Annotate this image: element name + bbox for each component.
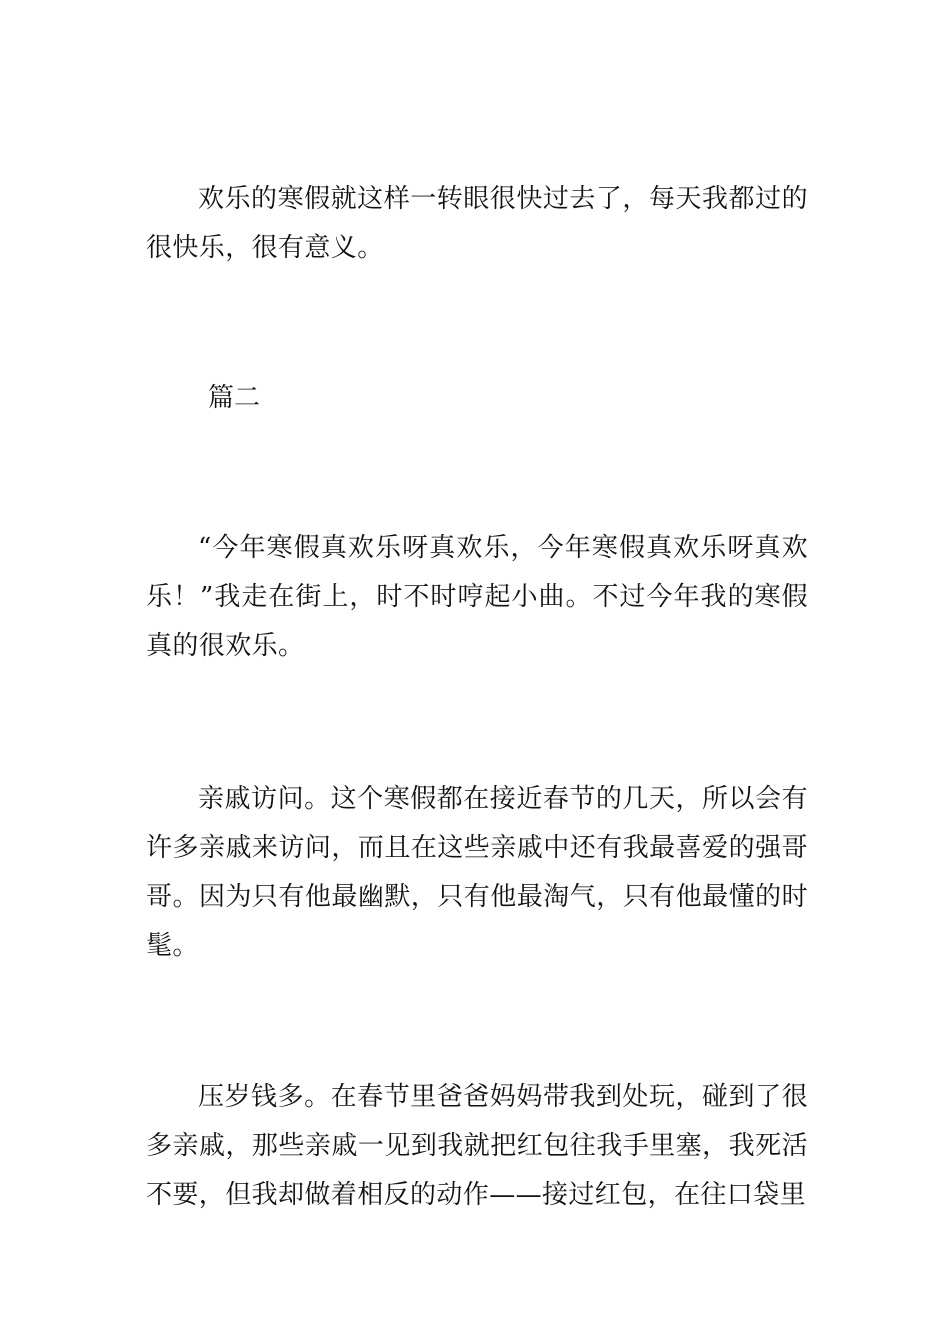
paragraph: “今年寒假真欢乐呀真欢乐，今年寒假真欢乐呀真欢乐！”我走在街上，时不时哼起小曲。不过今年我的寒假真的很欢乐。 bbox=[146, 533, 808, 661]
section-heading: 篇二 bbox=[208, 383, 261, 413]
paragraph: 欢乐的寒假就这样一转眼很快过去了，每天我都过的很快乐，很有意义。 bbox=[146, 184, 808, 263]
paragraph: 亲戚访问。这个寒假都在接近春节的几天，所以会有许多亲戚来访问，而且在这些亲戚中还有我最喜爱的强哥哥。因为只有他最幽默，只有他最淘气，只有他最懂的时髦。 bbox=[146, 784, 808, 961]
paragraph: 压岁钱多。在春节里爸爸妈妈带我到处玩，碰到了很多亲戚，那些亲戚一见到我就把红包往我手里塞，我死活不要，但我却做着相反的动作——接过红包，在往口袋里 bbox=[146, 1082, 808, 1210]
